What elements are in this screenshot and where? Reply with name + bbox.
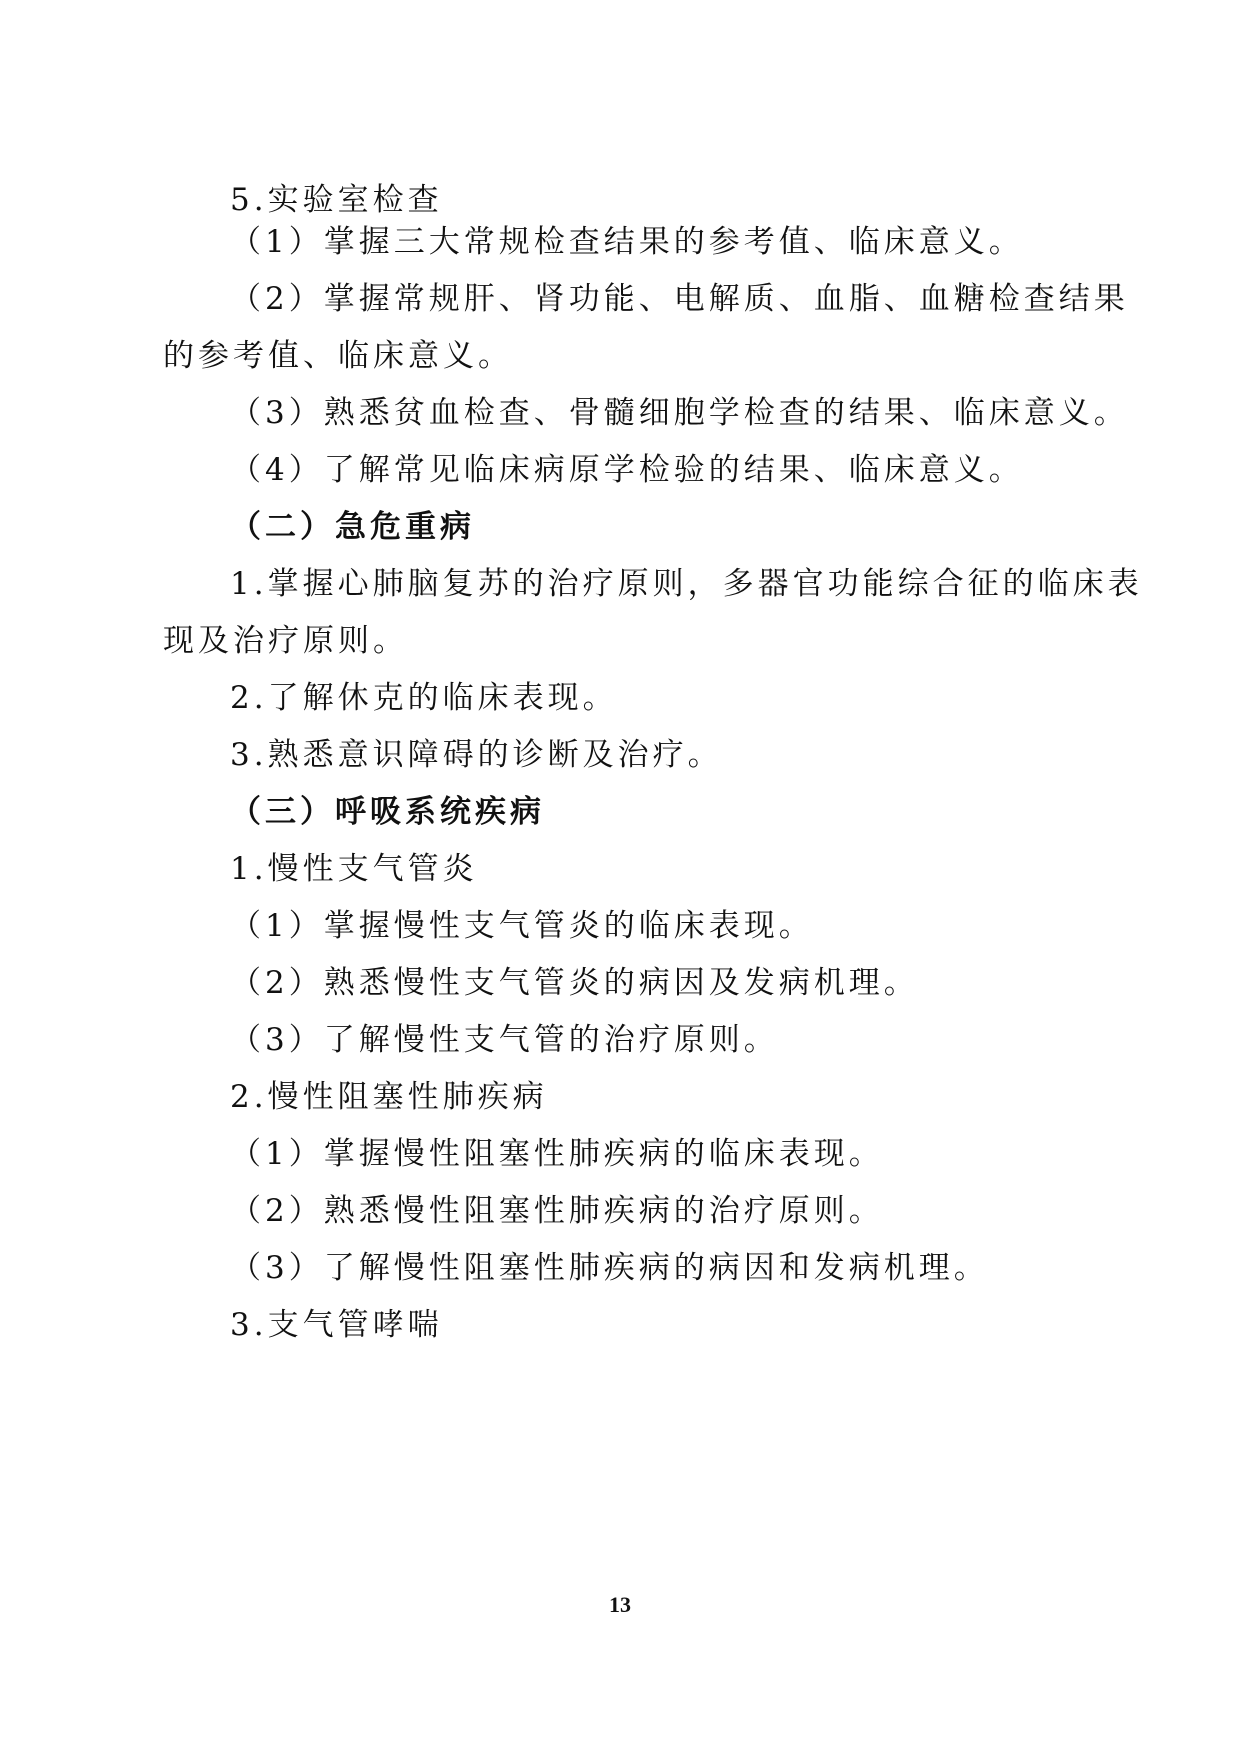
list-item: 3.熟悉意识障碍的诊断及治疗。 (230, 737, 723, 773)
list-item-continuation: 的参考值、临床意义。 (163, 338, 513, 374)
list-item: （1）掌握慢性阻塞性肺疾病的临床表现。 (230, 1136, 884, 1172)
section-heading-critical-illness: （二）急危重病 (230, 509, 475, 545)
list-item: （1）掌握三大常规检查结果的参考值、临床意义。 (230, 224, 1024, 260)
list-item-continuation: 现及治疗原则。 (163, 623, 408, 659)
list-item: （2）熟悉慢性阻塞性肺疾病的治疗原则。 (230, 1193, 884, 1229)
list-item: （2）掌握常规肝、肾功能、电解质、血脂、血糖检查结果 (230, 281, 1129, 317)
list-item: 2.了解休克的临床表现。 (230, 680, 618, 716)
subsection-heading: 1.慢性支气管炎 (230, 851, 478, 887)
subsection-heading: 3.支气管哮喘 (230, 1307, 443, 1343)
list-item: （3）了解慢性支气管的治疗原则。 (230, 1022, 779, 1058)
section-heading-respiratory: （三）呼吸系统疾病 (230, 794, 545, 830)
section-heading-lab-tests: 5.实验室检查 (230, 182, 443, 218)
list-item: （3）了解慢性阻塞性肺疾病的病因和发病机理。 (230, 1250, 989, 1286)
list-item: （1）掌握慢性支气管炎的临床表现。 (230, 908, 814, 944)
list-item: （3）熟悉贫血检查、骨髓细胞学检查的结果、临床意义。 (230, 395, 1129, 431)
list-item: （2）熟悉慢性支气管炎的病因及发病机理。 (230, 965, 919, 1001)
list-item: （4）了解常见临床病原学检验的结果、临床意义。 (230, 452, 1024, 488)
list-item: 1.掌握心肺脑复苏的治疗原则，多器官功能综合征的临床表 (230, 566, 1143, 602)
subsection-heading: 2.慢性阻塞性肺疾病 (230, 1079, 548, 1115)
page-number: 13 (609, 1592, 631, 1617)
